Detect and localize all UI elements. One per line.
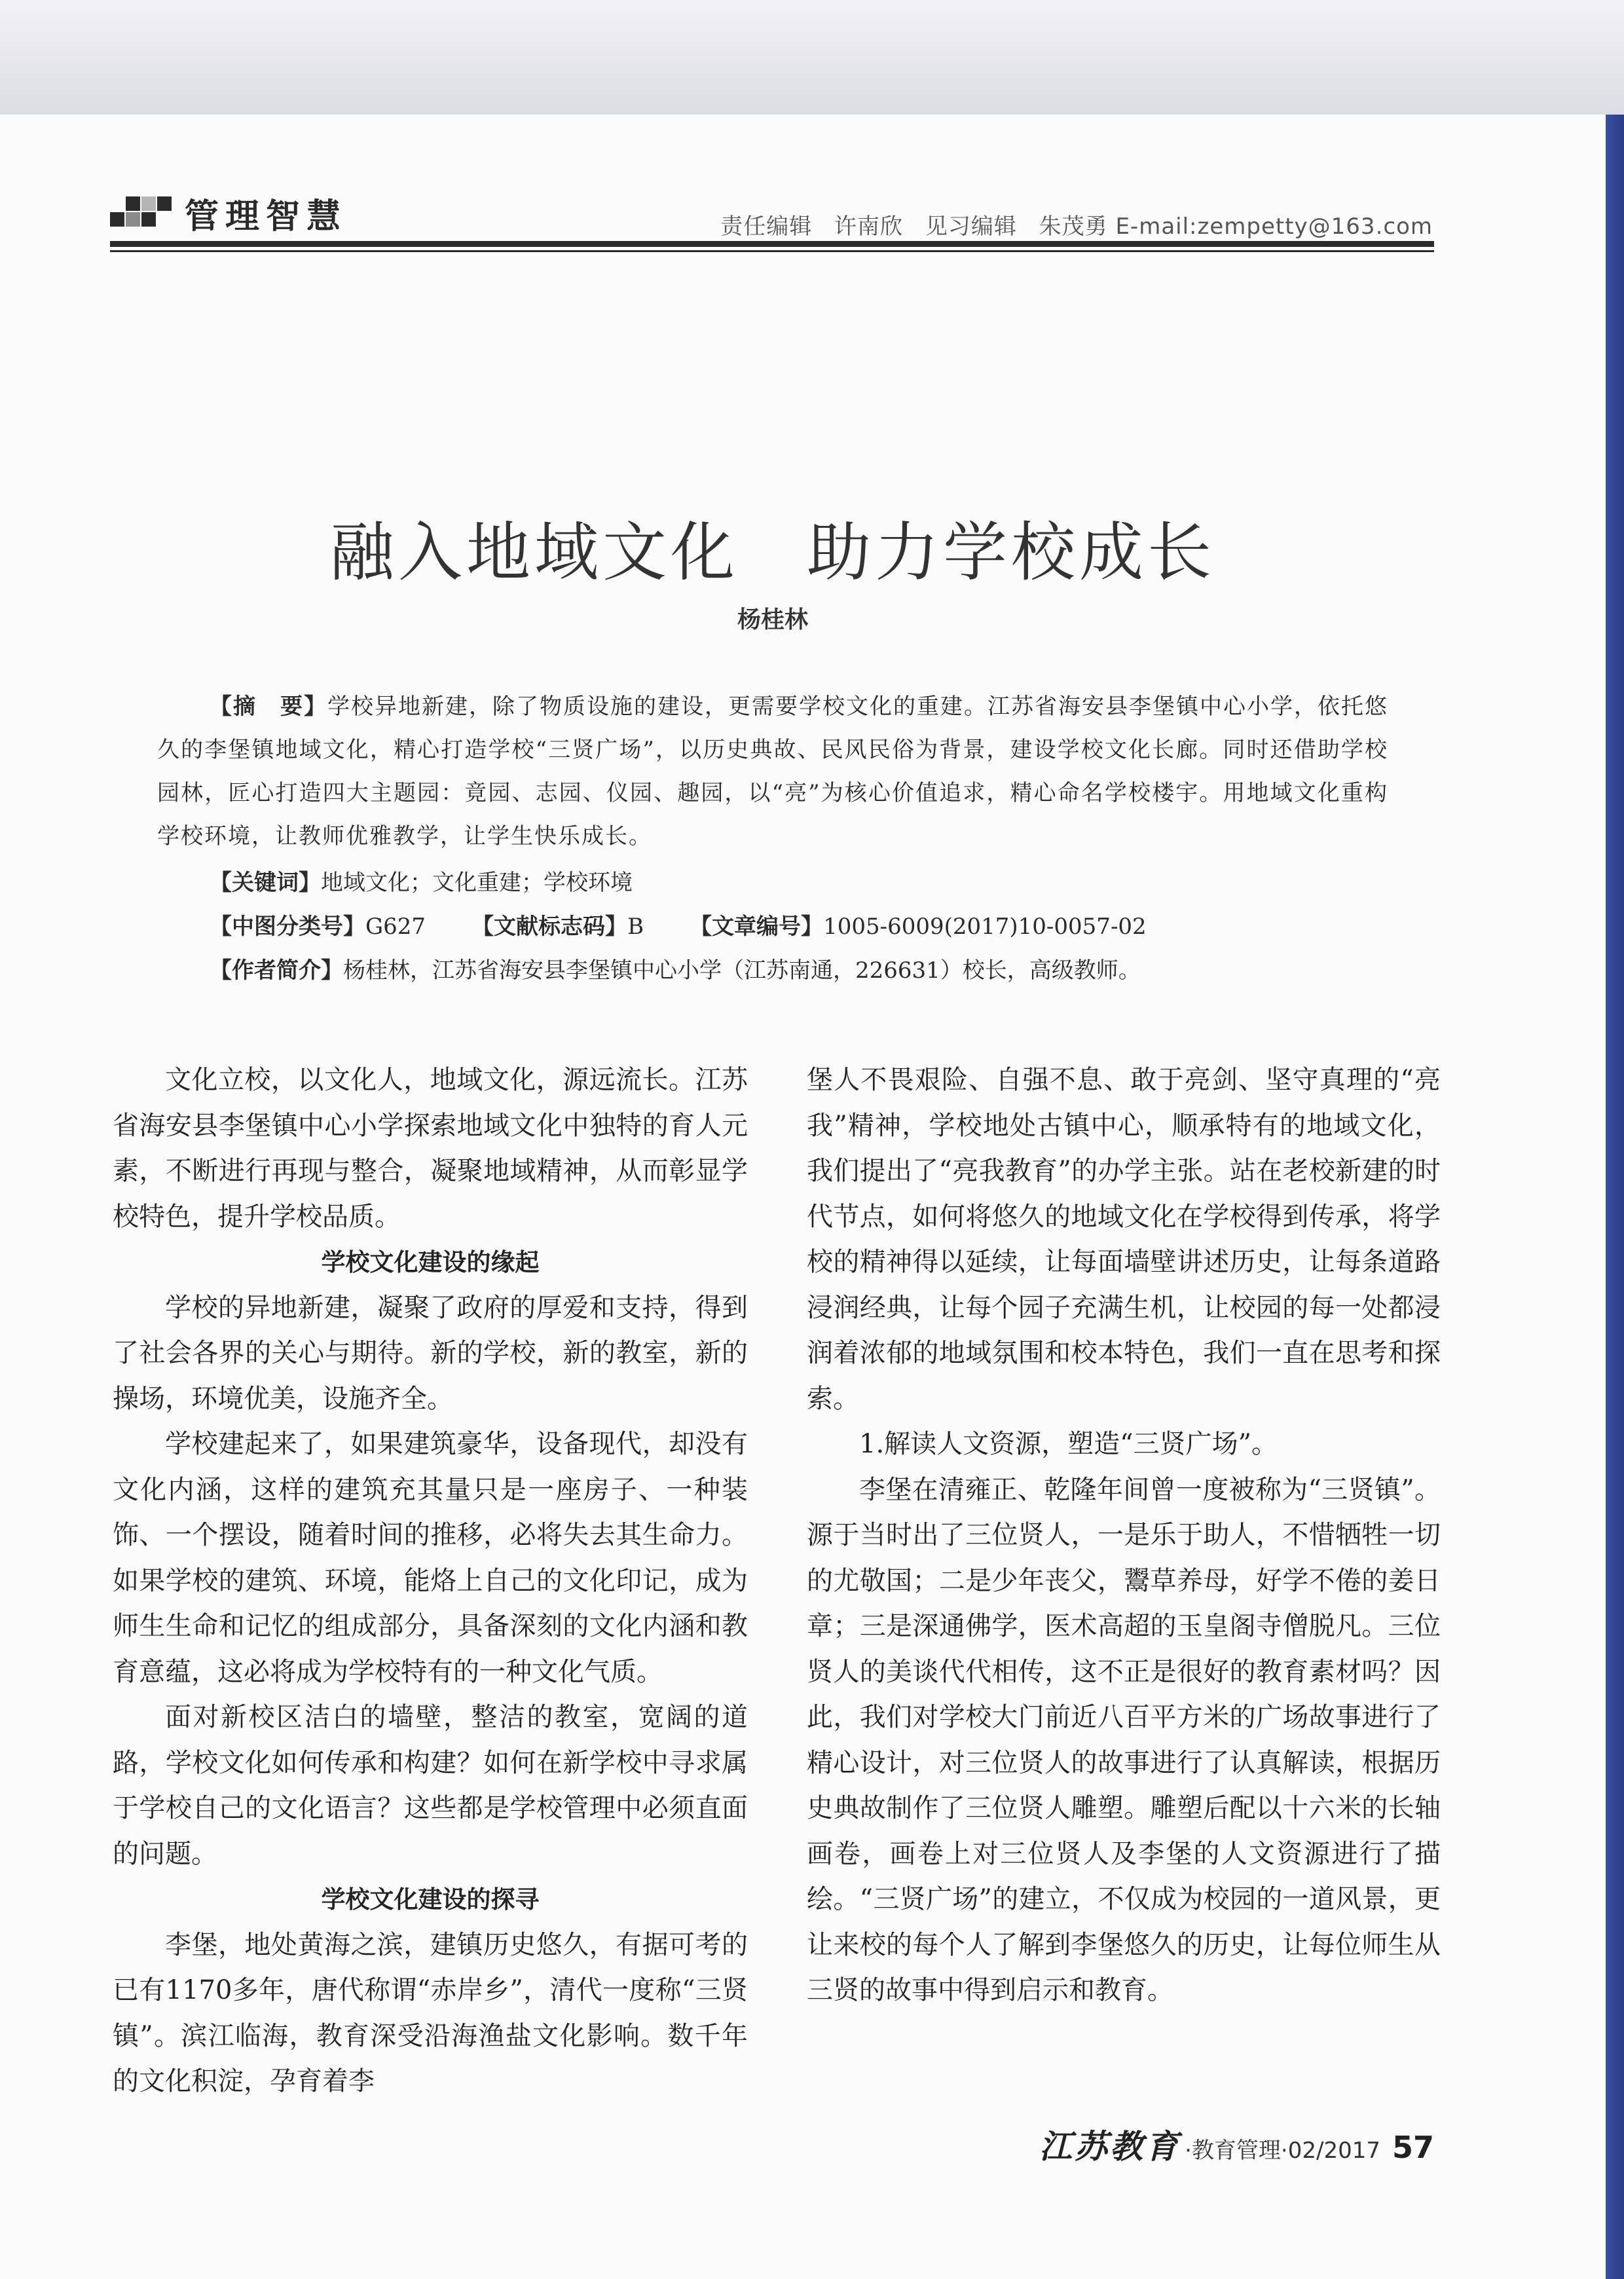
- column-logo-icon: [110, 195, 175, 228]
- doc-code-value: B: [627, 914, 644, 940]
- clc-label: 【中图分类号】: [210, 914, 365, 940]
- column-title: 管理智慧: [185, 196, 348, 236]
- doc-code-label: 【文献标志码】: [471, 914, 628, 940]
- article-no-label: 【文章编号】: [690, 914, 824, 940]
- subsection-heading: 1.解读人文资源，塑造“三贤广场”。: [859, 1429, 1278, 1459]
- bio-text: 杨桂林，江苏省海安县李堡镇中心小学（江苏南通，226631）校长，高级教师。: [343, 957, 1141, 984]
- paragraph: 文化立校，以文化人，地域文化，源远流长。江苏省海安县李堡镇中心小学探索地域文化中独特的育人元素，不断进行再现与整合，凝聚地域精神，从而彰显学校特色，提升学校品质。: [113, 1065, 748, 1232]
- section-heading: 学校文化建设的探寻: [321, 1885, 540, 1914]
- paragraph: 李堡，地处黄海之滨，建镇历史悠久，有据可考的已有1170多年，唐代称谓“赤岸乡”，清代一度称“三贤镇”。滨江临海，教育深受沿海渔盐文化影响。数千年的文化积淀，孕育着李: [113, 1929, 748, 2096]
- author-bio: [157, 949, 1441, 992]
- bio-label: 【作者简介】: [210, 957, 343, 984]
- editor-label: 责任编辑: [720, 213, 813, 240]
- body-column-left: [113, 1058, 748, 2105]
- abstract-label: 【摘 要】: [210, 694, 327, 720]
- keywords-label: 【关键词】: [210, 870, 321, 896]
- classification-line: [157, 905, 1441, 948]
- editor-credits: [706, 208, 1433, 240]
- paragraph: 李堡在清雍正、乾隆年间曾一度被称为“三贤镇”。源于当时出了三位贤人，一是乐于助人，不惜牺牲一切的尤敬国；二是少年丧父，鬻草养母，好学不倦的姜日章；三是深通佛学，医术高超的玉皇阁寺僧脱凡。三位贤人的美谈代代相传，这不正是很好的教育素材吗？因此，我们对学校大门前近八百平方米的广场故事进行了精心设计，对三位贤人的故事进行了认真解读，根据历史典故制作了三位贤人雕塑。雕塑后配以十六米的长轴画卷，画卷上对三位贤人及李堡的人文资源进行了描绘。“三贤广场”的建立，不仅成为校园的一道风景，更让来校的每个人了解到李堡悠久的历史，让每位师生从三贤的故事中得到启示和教育。: [807, 1474, 1441, 2005]
- assistant-editor-contact: 朱茂勇 E-mail:zempetty@163.com: [1039, 213, 1433, 240]
- header-rule: [110, 241, 1434, 247]
- article-title: 融入地域文化 助力学校成长: [329, 515, 1215, 590]
- issue-info: ·教育管理·02/2017: [1185, 2138, 1380, 2164]
- abstract: [157, 685, 1388, 858]
- article-author: 杨桂林: [737, 606, 808, 633]
- page-footer: [1039, 2121, 1434, 2168]
- paragraph: 堡人不畏艰险、自强不息、敢于亮剑、坚守真理的“亮我”精神，学校地处古镇中心，顺承特有的地域文化，我们提出了“亮我教育”的办学主张。站在老校新建的时代节点，如何将悠久的地域文化在学校得到传承，将学校的精神得以延续，让每面墙壁讲述历史，让每条道路浸润经典，让每个园子充满生机，让校园的每一处都浸润着浓郁的地域氛围和校本特色，我们一直在思考和探索。: [807, 1065, 1441, 1414]
- paragraph: 学校建起来了，如果建筑豪华，设备现代，却没有文化内涵，这样的建筑充其量只是一座房子、一种装饰、一个摆设，随着时间的推移，必将失去其生命力。如果学校的建筑、环境，能烙上自己的文化印记，成为师生生命和记忆的组成部分，具备深刻的文化内涵和教育意蕴，这必将成为学校特有的一种文化气质。: [113, 1429, 748, 1687]
- scan-top-margin: [0, 0, 1624, 115]
- paragraph: 学校的异地新建，凝聚了政府的厚爱和支持，得到了社会各界的关心与期待。新的学校，新的教室，新的操场，环境优美，设施齐全。: [113, 1292, 748, 1414]
- body-column-right: [807, 1058, 1441, 2014]
- header-rule-thin: [110, 250, 1434, 252]
- abstract-text: 学校异地新建，除了物质设施的建设，更需要学校文化的重建。江苏省海安县李堡镇中心小学，依托悠久的李堡镇地域文化，精心打造学校“三贤广场”，以历史典故、民风民俗为背景，建设学校文化长廊。同时还借助学校园林，匠心打造四大主题园：竟园、志园、仪园、趣园，以“亮”为核心价值追求，精心命名学校楼宇。用地域文化重构学校环境，让教师优雅教学，让学生快乐成长。: [157, 694, 1388, 849]
- keywords-text: 地域文化；文化重建；学校环境: [321, 870, 633, 896]
- paragraph: 面对新校区洁白的墙壁，整洁的教室，宽阔的道路，学校文化如何传承和构建？如何在新学校中寻求属于学校自己的文化语言？这些都是学校管理中必须直面的问题。: [113, 1702, 748, 1869]
- journal-brand: 江苏教育: [1039, 2127, 1181, 2166]
- keywords: [157, 861, 1441, 904]
- section-heading: 学校文化建设的缘起: [321, 1248, 540, 1276]
- editor-name: 许南欣: [834, 213, 904, 240]
- assistant-editor-label: 见习编辑: [925, 213, 1017, 240]
- page-edge: [1606, 115, 1624, 2279]
- article-no-value: 1005-6009(2017)10-0057-02: [823, 914, 1147, 940]
- page-number: 57: [1392, 2130, 1434, 2165]
- clc-value: G627: [365, 914, 426, 940]
